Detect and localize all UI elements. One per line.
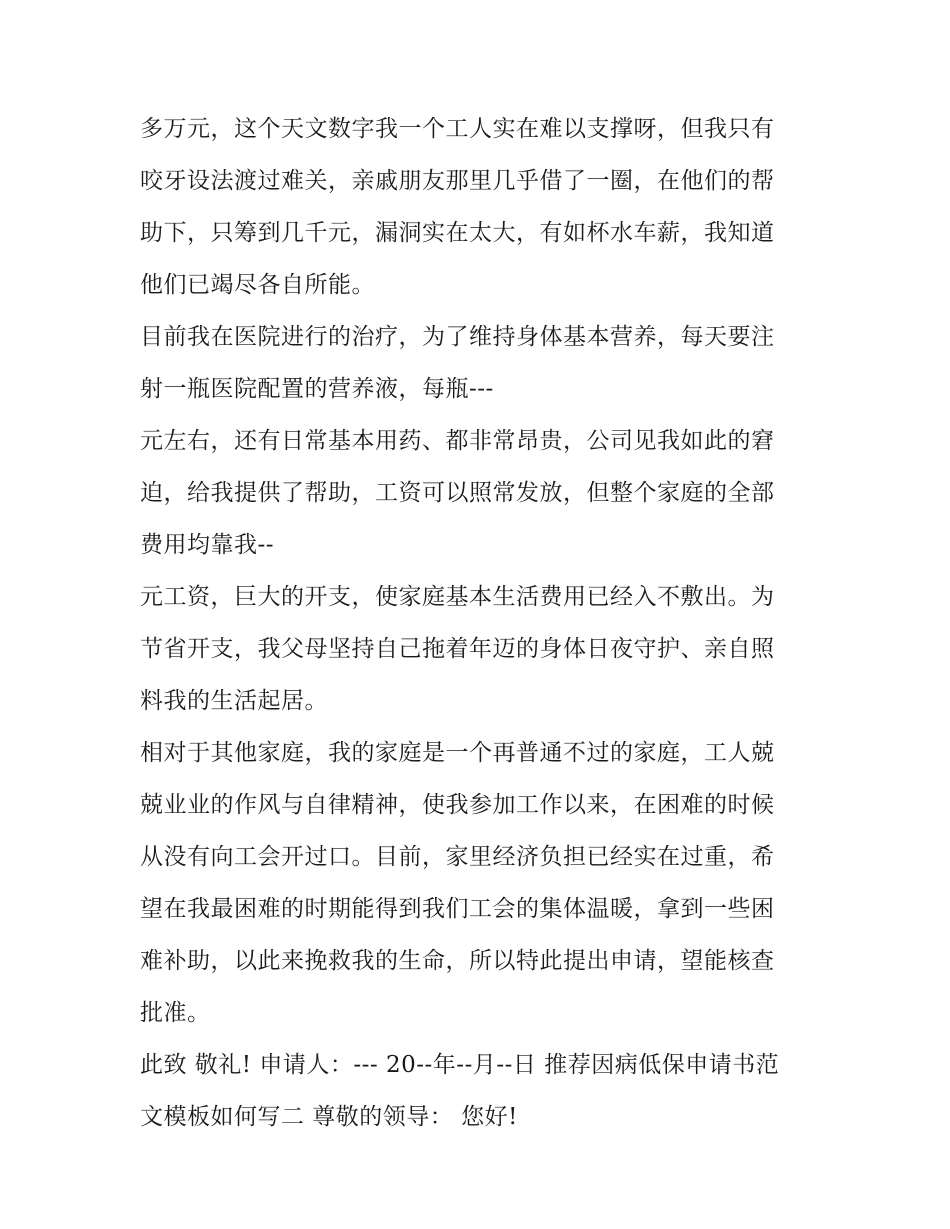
text-line: 料我的生活起居。 [140, 688, 328, 714]
text-line: 他们已竭尽各自所能。 [140, 272, 375, 298]
text-line: 相对于其他家庭，我的家庭是一个再普通不过的家庭，工人兢 [140, 740, 775, 766]
text-line: 难补助，以此来挽救我的生命，所以特此提出申请，望能核查 [140, 948, 775, 974]
text-line: 元左右，还有日常基本用药、都非常昂贵，公司见我如此的窘 [140, 428, 775, 454]
text-line: 多万元，这个天文数字我一个工人实在难以支撑呀，但我只有 [140, 116, 775, 142]
text-line: 迫，给我提供了帮助，工资可以照常发放，但整个家庭的全部 [140, 480, 775, 506]
text-line: 助下，只筹到几千元，漏洞实在太大，有如杯水车薪，我知道 [140, 220, 775, 246]
text-line: 射一瓶医院配置的营养液，每瓶--- [140, 376, 494, 402]
text-line: 此致 敬礼! 申请人：--- 20--年--月--日 推荐因病低保申请书范 [140, 1052, 780, 1078]
text-line: 从没有向工会开过口。目前，家里经济负担已经实在过重，希 [140, 844, 775, 870]
text-line: 咬牙设法渡过难关，亲戚朋友那里几乎借了一圈，在他们的帮 [140, 168, 775, 194]
text-line: 费用均靠我-- [140, 532, 275, 558]
text-line: 节省开支，我父母坚持自己拖着年迈的身体日夜守护、亲自照 [140, 636, 775, 662]
text-line: 元工资，巨大的开支，使家庭基本生活费用已经入不敷出。为 [140, 584, 775, 610]
text-line: 兢业业的作风与自律精神，使我参加工作以来，在困难的时候 [140, 792, 775, 818]
text-line: 文模板如何写二 尊敬的领导： 您好! [140, 1104, 518, 1130]
text-line: 望在我最困难的时期能得到我们工会的集体温暖，拿到一些困 [140, 896, 775, 922]
text-line: 批准。 [140, 1000, 211, 1026]
text-line: 目前我在医院进行的治疗，为了维持身体基本营养，每天要注 [140, 324, 775, 350]
